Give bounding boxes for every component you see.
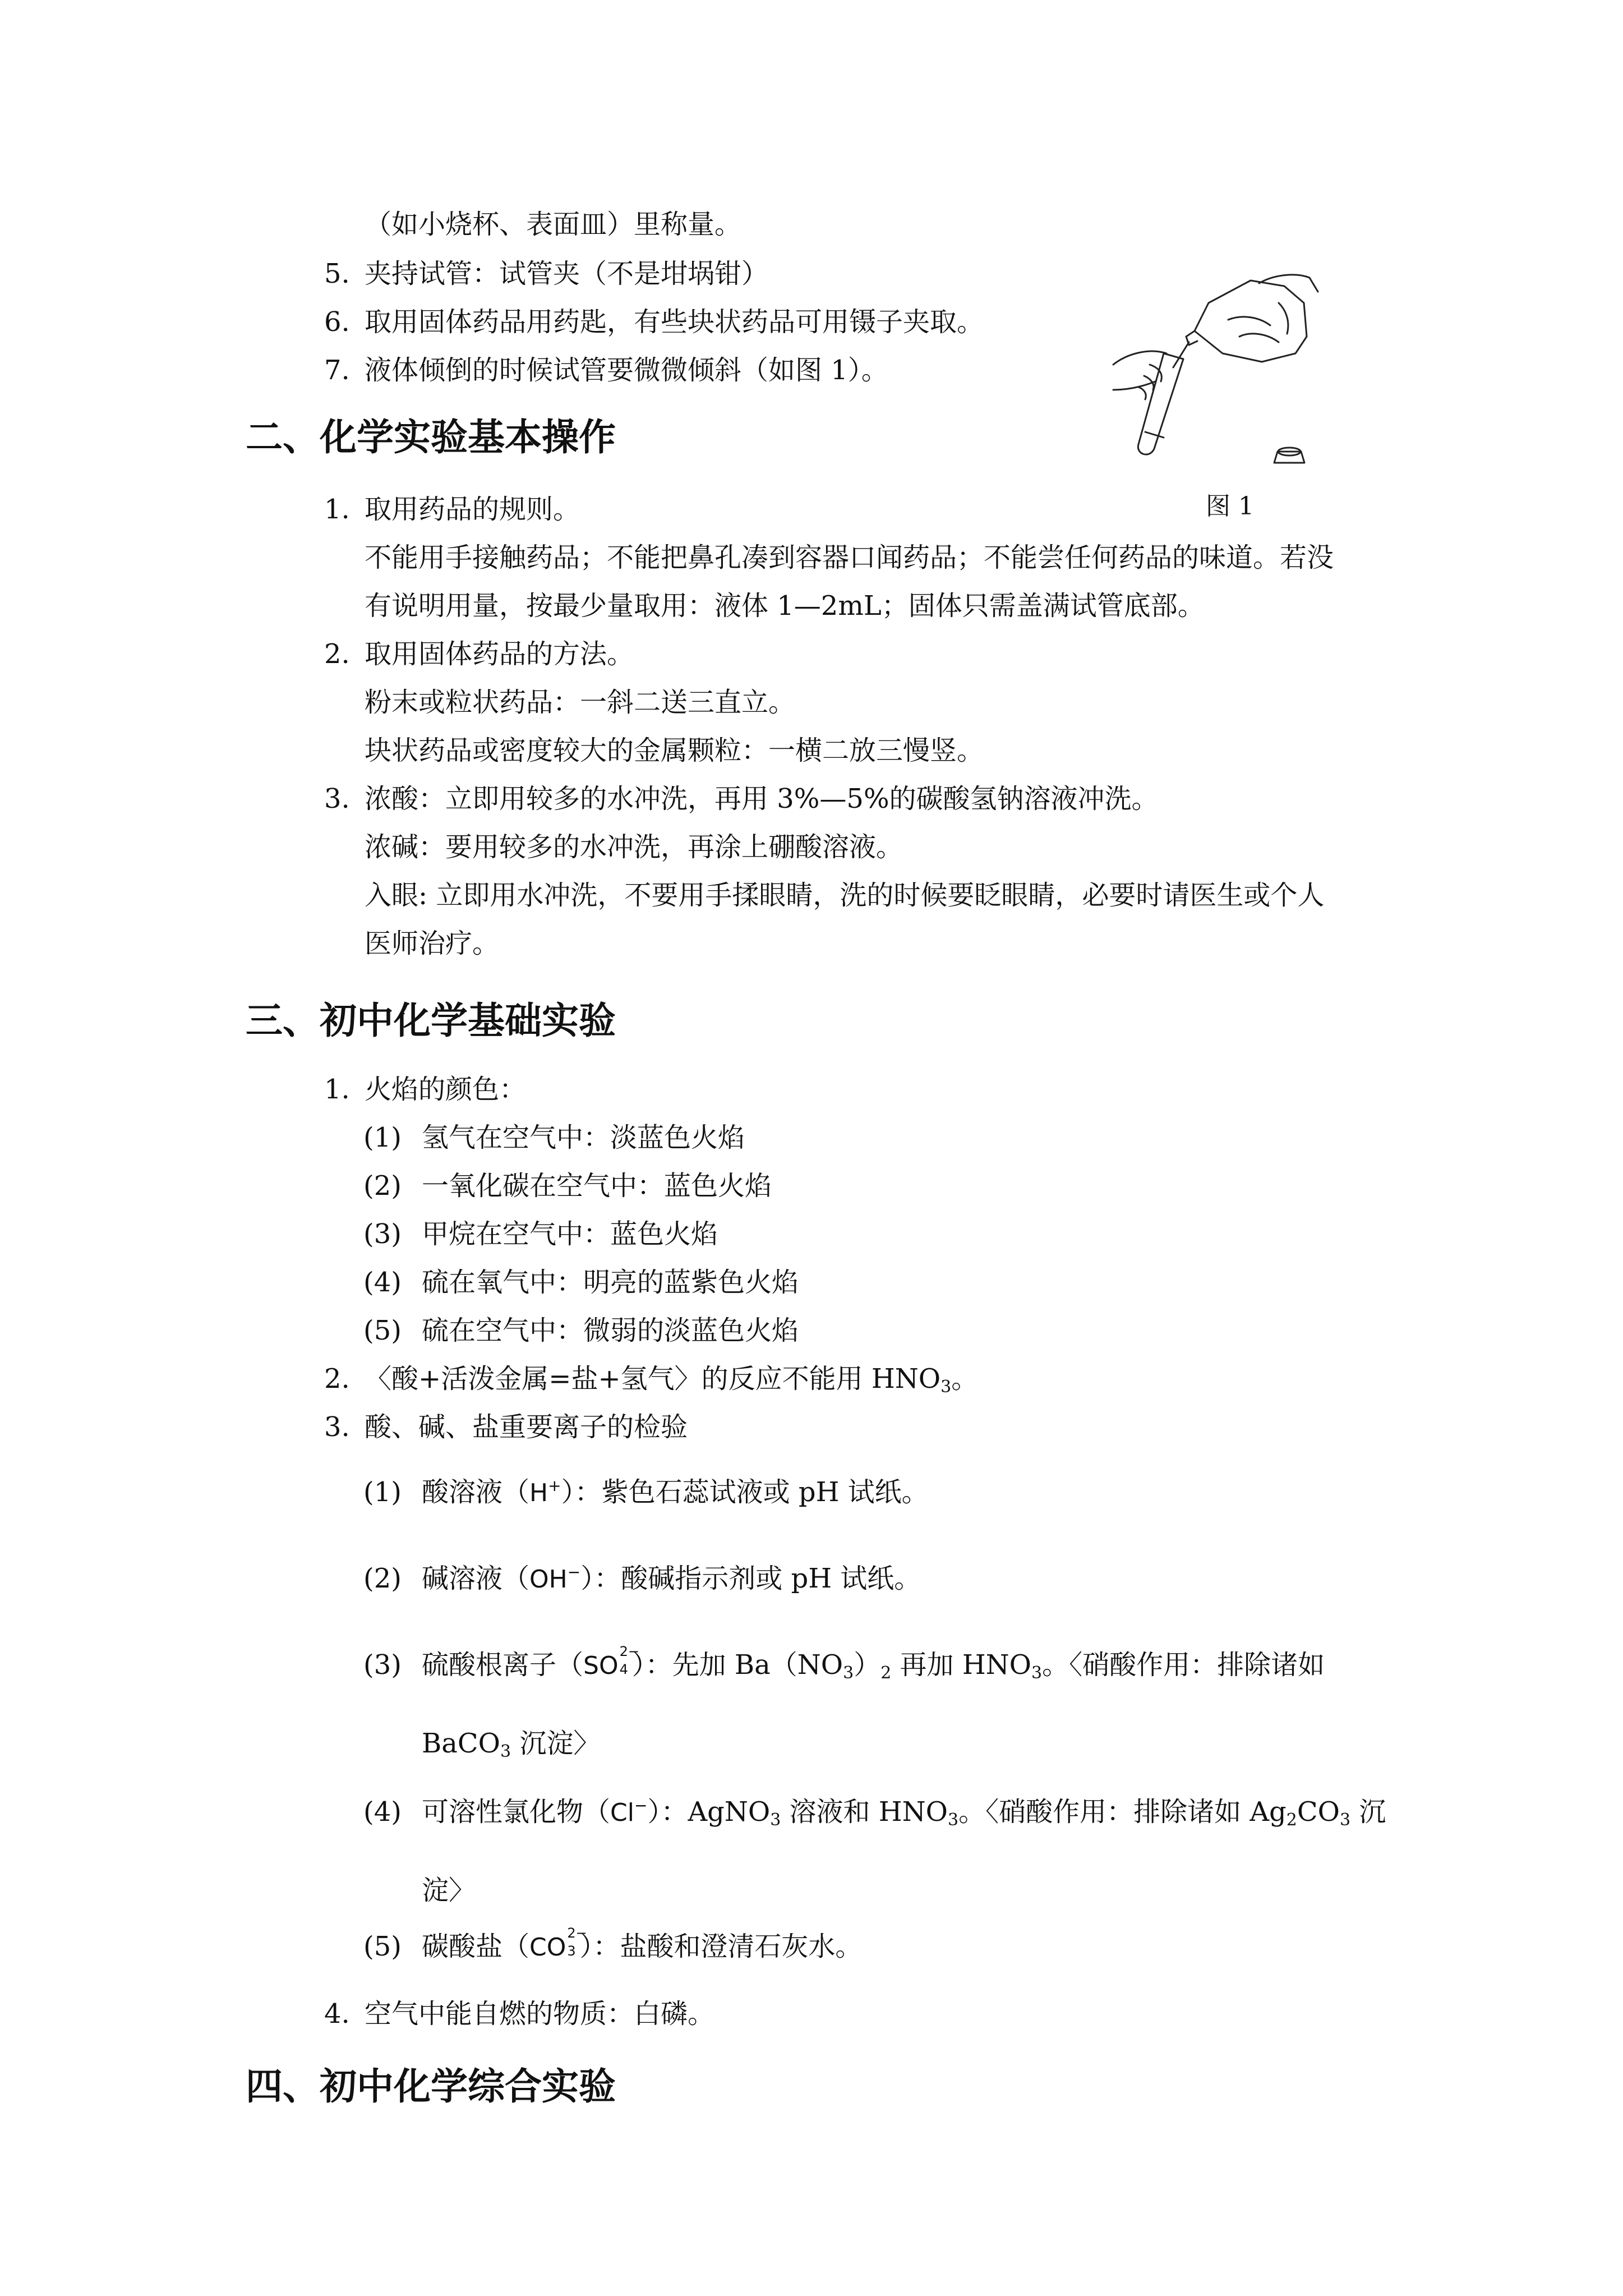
sub-item-num: (4) xyxy=(363,1267,402,1298)
list-item-num: 6. xyxy=(324,306,350,338)
sub-item-num: (1) xyxy=(363,1122,402,1153)
section-heading: 二、化学实验基本操作 xyxy=(246,416,616,459)
list-item-text: 空气中能自燃的物质：白磷。 xyxy=(365,1998,715,2030)
sub-item-text-cont: 淀〉 xyxy=(422,1875,476,1906)
sub-item-text: 硫酸根离子（SO 2− 4 ）：先加 $Ba(NO_3)_2$ 再加 $HNO_3$。〈硝酸作用：排除诸如 xyxy=(422,1644,1325,1683)
list-item-title: 火焰的颜色： xyxy=(365,1074,527,1105)
list-item-title: 浓酸：立即用较多的水冲洗，再用 3%—5%的碳酸氢钠溶液冲洗。 xyxy=(365,783,1159,815)
sub-item-num: (4) xyxy=(363,1796,402,1828)
list-item-num: 3. xyxy=(324,783,350,815)
sub-item-text: 酸溶液（H+）：紫色石蕊试液或 pH 试纸。 xyxy=(422,1476,929,1508)
paragraph-line: 入眼: 立即用水冲洗，不要用手揉眼睛，洗的时候要眨眼睛，必要时请医生或个人 xyxy=(365,880,1325,911)
list-item-text: 夹持试管：试管夹（不是坩埚钳） xyxy=(365,258,769,289)
section-heading: 四、初中化学综合实验 xyxy=(246,2065,616,2108)
list-item-title: 取用固体药品的方法。 xyxy=(365,638,634,670)
paragraph-line: 块状药品或密度较大的金属颗粒：一横二放三慢竖。 xyxy=(365,735,984,766)
sulfate-ion: SO 2− 4 xyxy=(583,1644,639,1680)
list-item-num: 7. xyxy=(324,355,350,386)
sub-item-text: 碳酸盐（CO 2− 3 ）：盐酸和澄清石灰水。 xyxy=(422,1925,863,1962)
paragraph-line: 医师治疗。 xyxy=(365,928,500,959)
list-item-num: 1. xyxy=(324,494,350,525)
sub-item-text: 可溶性氯化物（Cl−）：AgNO$_3$ 溶液和 $HNO_3$。〈硝酸作用：排除诸如 $Ag_2CO_3$ 沉 xyxy=(422,1796,1386,1830)
list-item-text: 取用固体药品用药匙，有些块状药品可用镊子夹取。 xyxy=(365,306,984,338)
sub-item-text: 硫在空气中：微弱的淡蓝色火焰 xyxy=(422,1315,799,1346)
liquid-pouring-illustration xyxy=(1110,269,1324,471)
list-item-num: 2. xyxy=(324,1363,350,1395)
sub-item-num: (1) xyxy=(363,1476,402,1508)
hydroxide-ion: OH− xyxy=(529,1563,581,1594)
sub-item-num: (5) xyxy=(363,1931,402,1962)
paragraph-line: 有说明用量，按最少量取用：液体 1—2mL；固体只需盖满试管底部。 xyxy=(365,590,1205,622)
list-item-text: 液体倾倒的时候试管要微微倾斜（如图 1）。 xyxy=(365,355,888,386)
carbonate-ion: CO 2− 3 xyxy=(529,1925,587,1962)
sub-item-num: (2) xyxy=(363,1563,402,1594)
paragraph-line: 不能用手接触药品；不能把鼻孔凑到容器口闻药品；不能尝任何药品的味道。若没 xyxy=(365,542,1334,573)
list-item-num: 2. xyxy=(324,638,350,670)
sub-item-text: 氢气在空气中：淡蓝色火焰 xyxy=(422,1122,745,1153)
figure-caption: 图 1 xyxy=(1206,492,1254,521)
paragraph-line: 粉末或粒状药品：一斜二送三直立。 xyxy=(365,687,796,718)
sub-item-num: (3) xyxy=(363,1649,402,1681)
list-item-title: 取用药品的规则。 xyxy=(365,494,580,525)
sub-item-text: 一氧化碳在空气中：蓝色火焰 xyxy=(422,1170,772,1202)
sub-item-text: 碱溶液（OH−）：酸碱指示剂或 pH 试纸。 xyxy=(422,1563,921,1594)
sub-item-num: (3) xyxy=(363,1218,402,1250)
list-item-num: 3. xyxy=(324,1411,350,1443)
list-item-num: 1. xyxy=(324,1074,350,1105)
list-item-num: 5. xyxy=(324,258,350,289)
section-heading: 三、初中化学基础实验 xyxy=(246,999,616,1042)
sub-item-num: (2) xyxy=(363,1170,402,1202)
paragraph-line: 浓碱：要用较多的水冲洗，再涂上硼酸溶液。 xyxy=(365,831,903,863)
sub-item-num: (5) xyxy=(363,1315,402,1346)
list-item-num: 4. xyxy=(324,1998,350,2030)
list-item-text: 〈酸+活泼金属=盐+氢气〉的反应不能用 $HNO_3$。 xyxy=(365,1363,979,1397)
list-item-title: 酸、碱、盐重要离子的检验 xyxy=(365,1411,688,1443)
hydrogen-ion: H+ xyxy=(529,1476,561,1507)
sub-item-text: 硫在氧气中：明亮的蓝紫色火焰 xyxy=(422,1267,799,1298)
sub-item-text-cont: BaCO$_3$ 沉淀〉 xyxy=(422,1728,601,1761)
intro-cont: （如小烧杯、表面皿）里称量。 xyxy=(365,209,742,240)
chloride-ion: Cl− xyxy=(610,1796,648,1827)
sub-item-text: 甲烷在空气中：蓝色火焰 xyxy=(422,1218,718,1250)
